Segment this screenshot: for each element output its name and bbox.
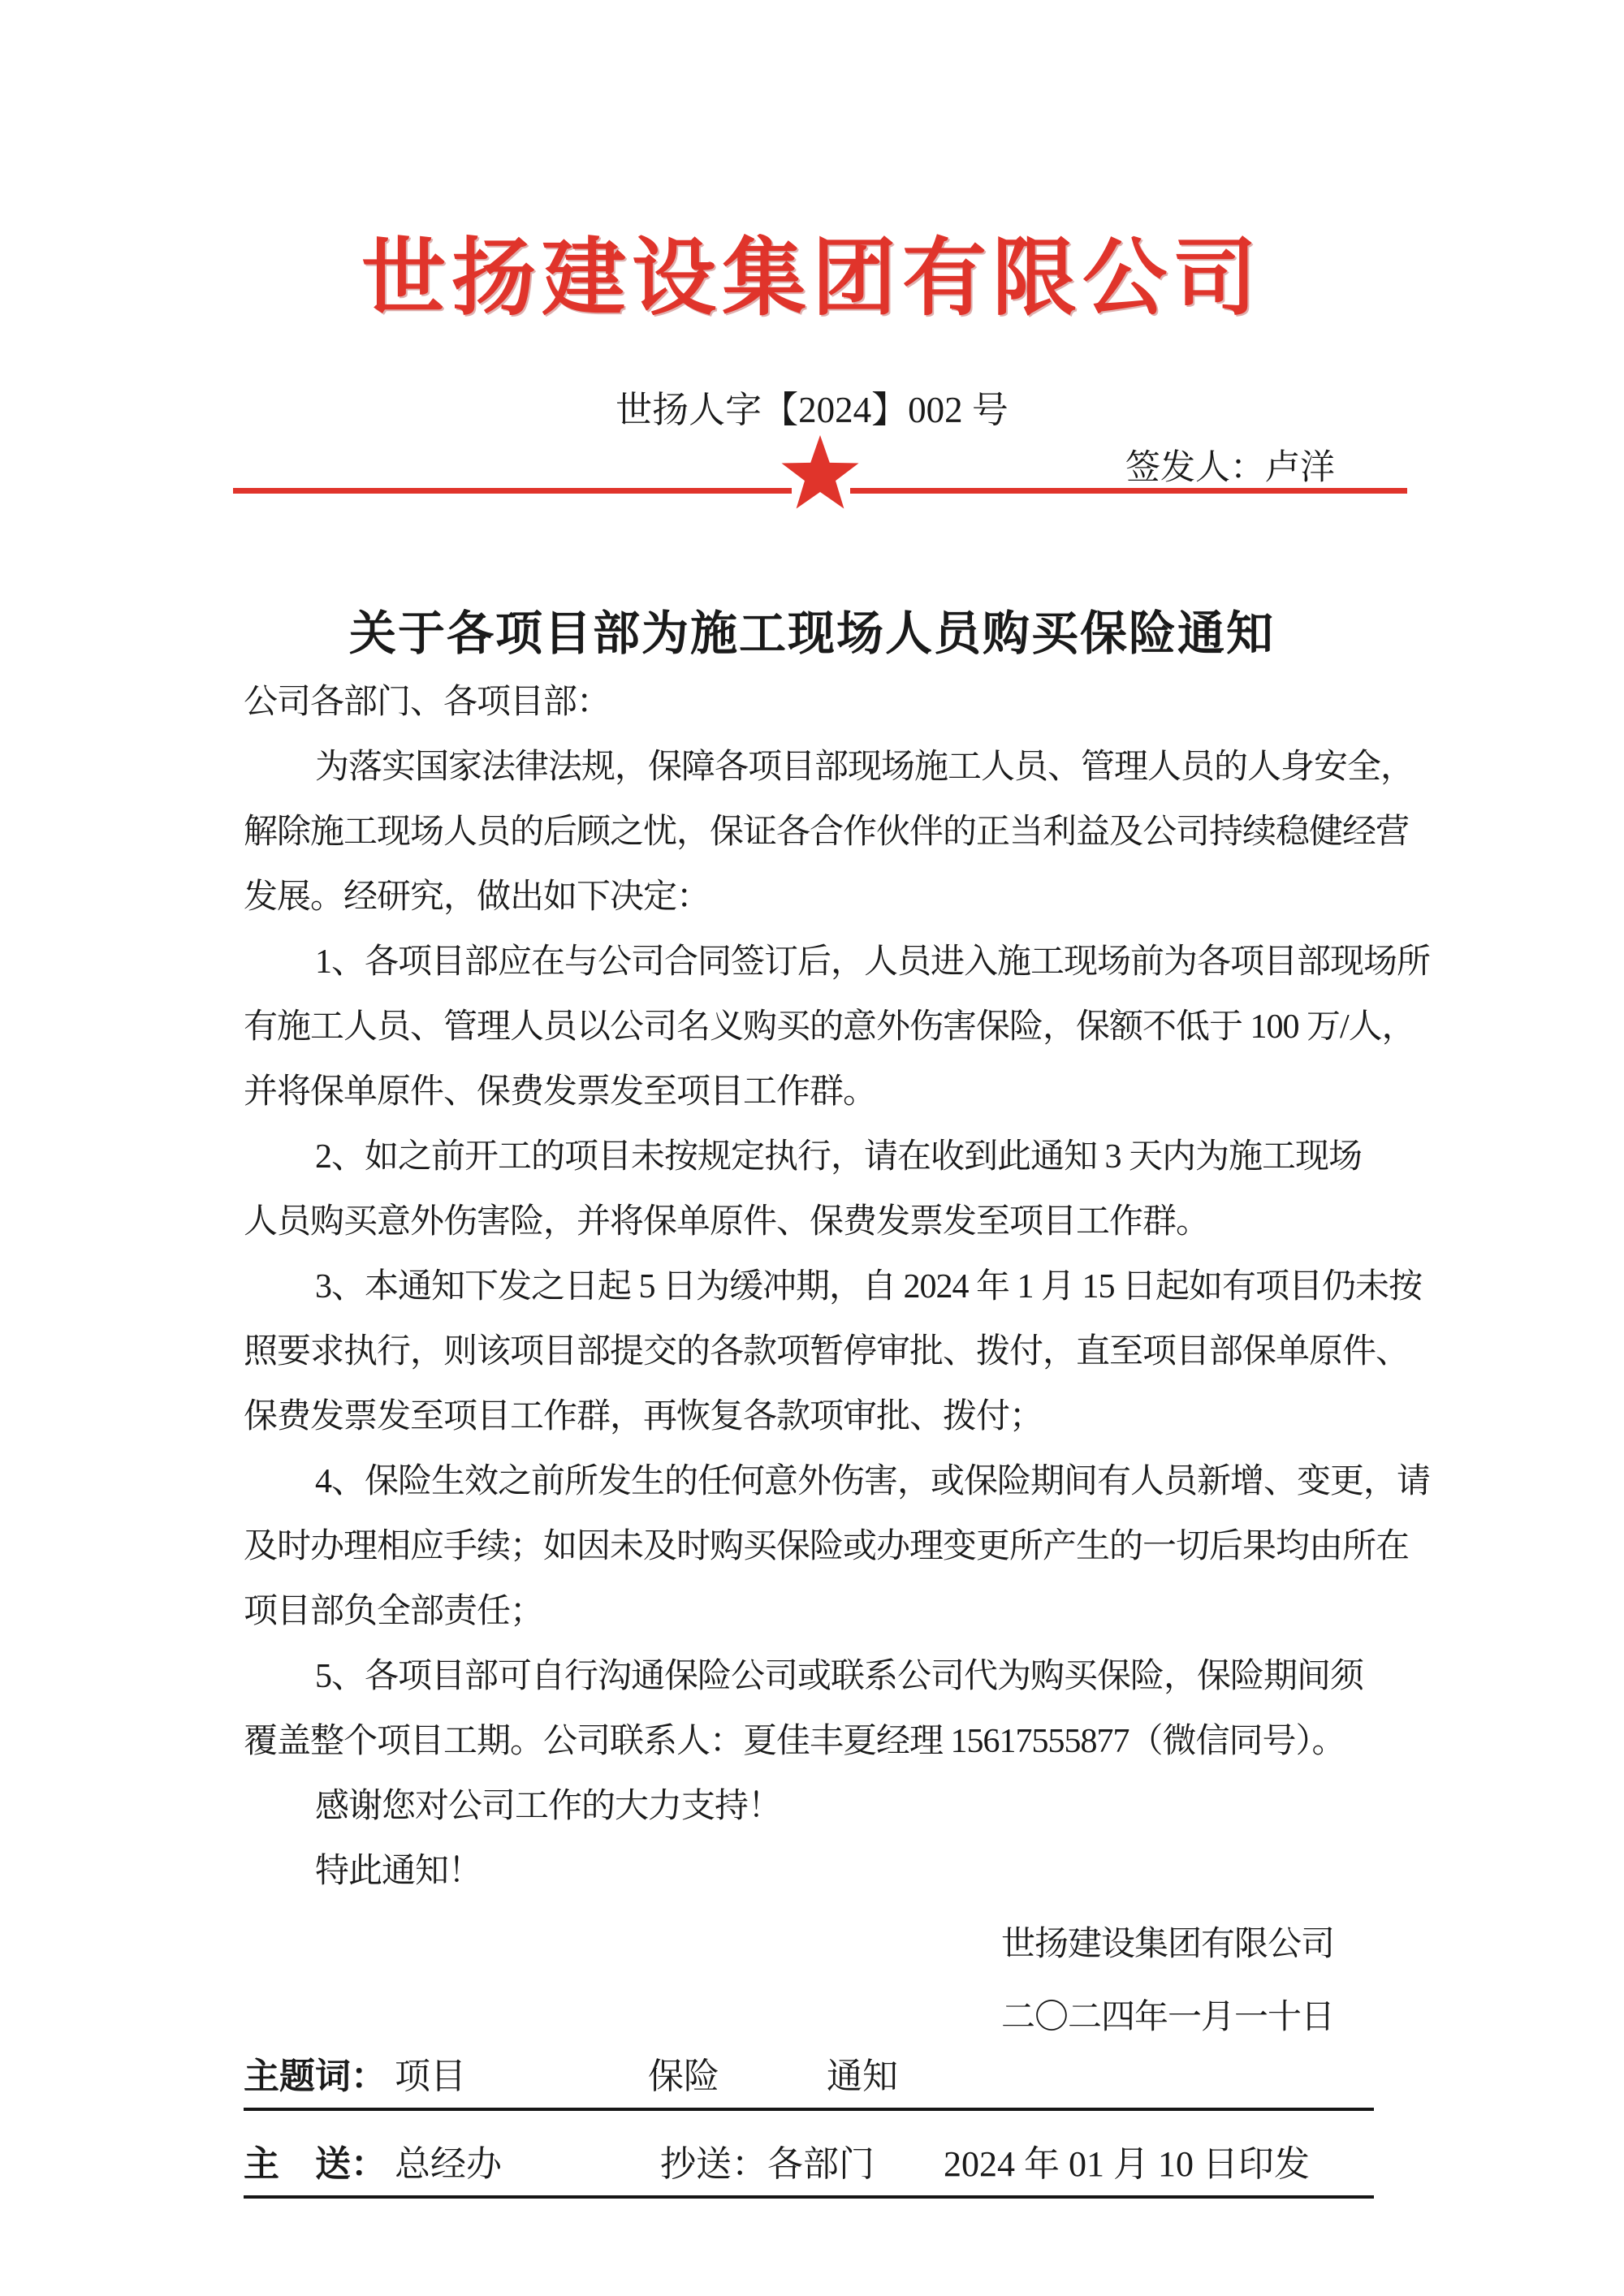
issuer-line: [1125, 440, 1335, 490]
issuer-name: 卢洋: [1265, 449, 1335, 487]
body-line: 项目部负全部责任；: [244, 1593, 544, 1630]
cc-label: 抄送：: [660, 2144, 767, 2184]
body-line: 并将保单原件、保费发票发至项目工作群。: [244, 1073, 877, 1111]
red-star-icon: [780, 434, 861, 515]
red-divider-line-right: [850, 488, 1407, 494]
footer-divider-1: [244, 2108, 1374, 2111]
body-line: 2、如之前开工的项目未按规定执行，请在收到此通知 3 天内为施工现场: [315, 1138, 1363, 1176]
footer-divider-2: [244, 2195, 1374, 2199]
document-body: [244, 735, 1431, 1904]
issuer-label: 签发人：: [1125, 449, 1265, 487]
body-line: 1、各项目部应在与公司合同签订后，人员进入施工现场前为各项目部现场所: [315, 943, 1431, 981]
print-date: 2024 年 01 月 10 日印发: [944, 2144, 1310, 2184]
red-divider-line-left: [233, 488, 792, 494]
footer-keywords-row: [244, 2048, 898, 2106]
footer-distribution-row: [244, 2135, 1310, 2194]
main-send-label: 主 送：: [244, 2144, 387, 2184]
body-line: 3、本通知下发之日起 5 日为缓冲期，自 2024 年 1 月 15 日起如有项目仍未按: [315, 1268, 1423, 1306]
body-line: 解除施工现场人员的后顾之忧，保证各合作伙伴的正当利益及公司持续稳健经营: [244, 814, 1410, 851]
signature-company: 世扬建设集团有限公司: [1001, 1926, 1335, 1963]
cc-to: 各部门: [767, 2144, 875, 2184]
body-line: 发展。经研究，做出如下决定：: [244, 878, 710, 916]
main-send-to: 总经办: [395, 2144, 502, 2184]
document-title: 关于各项目部为施工现场人员购买保险通知: [348, 607, 1275, 660]
body-line: 有施工人员、管理人员以公司名义购买的意外伤害保险，保额不低于 100 万/人，: [244, 1008, 1415, 1046]
body-line: 覆盖整个项目工期。公司联系人：夏佳丰夏经理 15617555877（微信同号）。: [244, 1723, 1345, 1760]
body-line: 照要求执行，则该项目部提交的各款项暂停审批、拨付，直至项目部保单原件、: [244, 1333, 1410, 1370]
body-line: 感谢您对公司工作的大力支持！: [315, 1788, 782, 1825]
signature-date: 二〇二四年一月一十日: [1001, 1999, 1335, 2036]
body-line: 5、各项目部可自行沟通保险公司或联系公司代为购买保险，保险期间须: [315, 1658, 1364, 1695]
body-line: 4、保险生效之前所发生的任何意外伤害，或保险期间有人员新增、变更，请: [315, 1463, 1431, 1500]
keywords-label: 主题词：: [244, 2056, 387, 2096]
body-line: 特此通知！: [315, 1853, 482, 1890]
body-line: 及时办理相应手续；如因未及时购买保险或办理变更所产生的一切后果均由所在: [244, 1528, 1410, 1565]
body-line: 人员购买意外伤害险，并将保单原件、保费发票发至项目工作群。: [244, 1203, 1210, 1241]
body-line: 为落实国家法律法规，保障各项目部现场施工人员、管理人员的人身安全，: [315, 749, 1415, 786]
doc-number: 世扬人字【2024】002 号: [615, 390, 1009, 430]
keyword-item: 项目: [395, 2056, 466, 2096]
keyword-item: 保险: [648, 2056, 719, 2096]
body-line: 保费发票发至项目工作群，再恢复各款项审批、拨付；: [244, 1398, 1043, 1435]
salutation: 公司各部门、各项目部：: [244, 684, 611, 721]
company-title: 世扬建设集团有限公司: [361, 232, 1263, 326]
keyword-item: 通知: [827, 2056, 898, 2096]
